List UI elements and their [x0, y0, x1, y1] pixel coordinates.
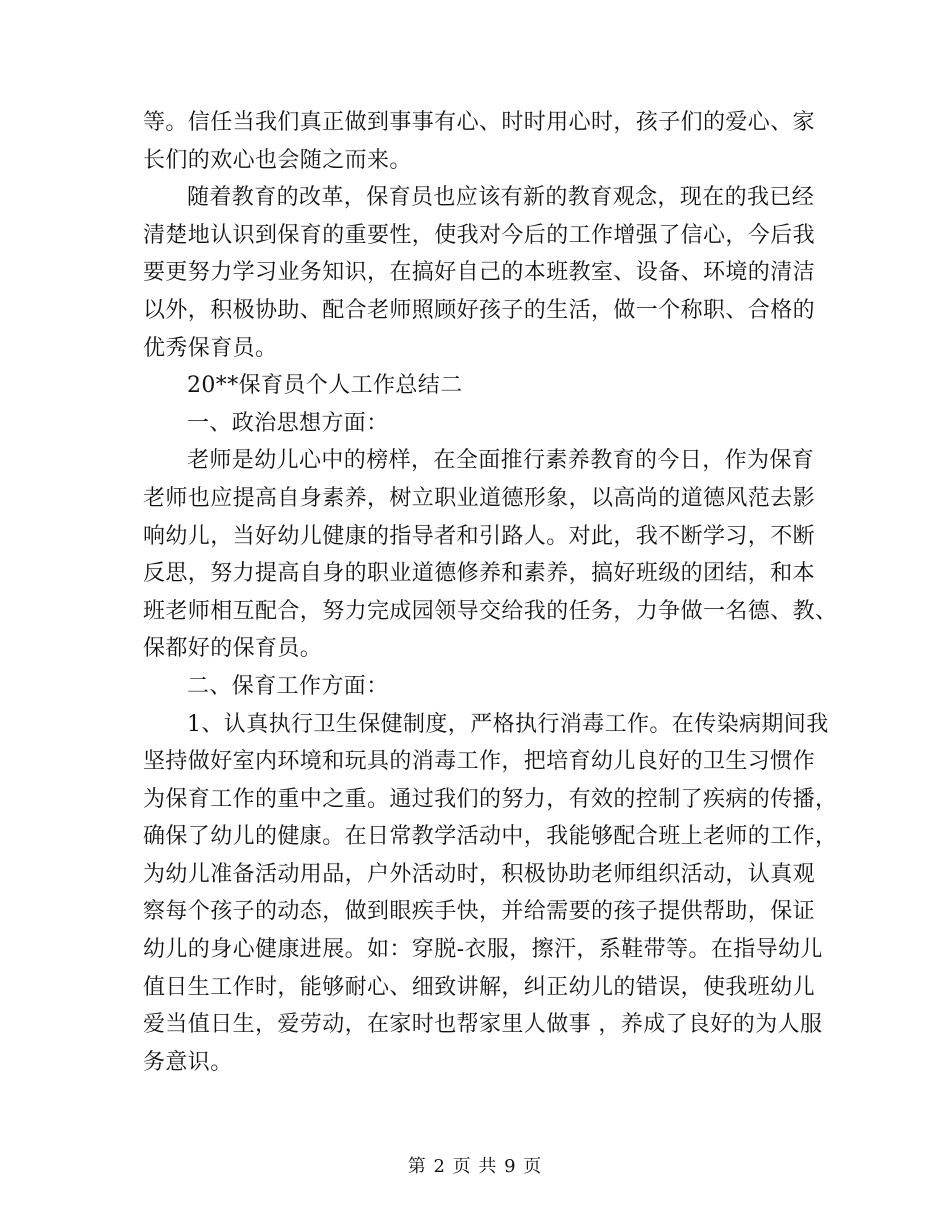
text-line: 响幼儿，当好幼儿健康的指导者和引路人。对此，我不断学习，不断	[143, 523, 816, 549]
text-line: 幼儿的身心健康进展。如：穿脱-衣服，擦汗，系鞋带等。在指导幼儿	[143, 937, 823, 963]
text-line: 保都好的保育员。	[143, 636, 323, 662]
subsection-heading: 二、保育工作方面：	[187, 673, 389, 699]
text-line: 务意识。	[143, 1049, 233, 1075]
text-line: 爱当值日生，爱劳动，在家时也帮家里人做事 ，养成了良好的为人服	[143, 1012, 823, 1038]
text-line: 以外，积极协助、配合老师照顾好孩子的生活，做一个称职、合格的	[143, 297, 816, 323]
text-line: 坚持做好室内环境和玩具的消毒工作，把培育幼儿良好的卫生习惯作	[143, 749, 816, 775]
text-line: 清楚地认识到保育的重要性，使我对今后的工作增强了信心，今后我	[143, 222, 816, 248]
text-line: 值日生工作时，能够耐心、细致讲解，纠正幼儿的错误，使我班幼儿	[143, 974, 816, 1000]
paragraph-start-line: 1、认真执行卫生保健制度，严格执行消毒工作。在传染病期间我	[187, 711, 829, 737]
paragraph-start-line: 老师是幼儿心中的榜样，在全面推行素养教育的今日，作为保育	[187, 448, 815, 474]
paragraph-start-line: 随着教育的改革，保育员也应该有新的教育观念，现在的我已经	[187, 185, 815, 211]
text-line: 要更努力学习业务知识，在搞好自己的本班教室、设备、环境的清洁	[143, 260, 816, 286]
text-line: 老师也应提高自身素养，树立职业道德形象，以高尚的道德风范去影	[143, 485, 816, 511]
section-heading: 20**保育员个人工作总结二	[187, 373, 463, 399]
text-line: 等。信任当我们真正做到事事有心、时时用心时，孩子们的爱心、家	[143, 110, 816, 135]
text-line: 察每个孩子的动态，做到眼疾手快，并给需要的孩子提供帮助，保证	[143, 899, 816, 925]
subsection-heading: 一、政治思想方面：	[187, 410, 389, 436]
text-line: 长们的欢心也会随之而来。	[143, 147, 412, 173]
page-number-footer: 第 2 页 共 9 页	[407, 1156, 543, 1177]
text-line: 为保育工作的重中之重。通过我们的努力，有效的控制了疾病的传播，	[143, 786, 838, 812]
text-line: 反思，努力提高自身的职业道德修养和素养，搞好班级的团结，和本	[143, 561, 816, 587]
text-line: 班老师相互配合，努力完成园领导交给我的任务，力争做一名德、教、	[143, 598, 838, 624]
document-body	[143, 104, 838, 1081]
text-line: 为幼儿准备活动用品，户外活动时，积极协助老师组织活动，认真观	[143, 861, 816, 887]
text-line: 优秀保育员。	[143, 335, 278, 361]
text-line: 确保了幼儿的健康。在日常教学活动中，我能够配合班上老师的工作，	[143, 824, 838, 850]
